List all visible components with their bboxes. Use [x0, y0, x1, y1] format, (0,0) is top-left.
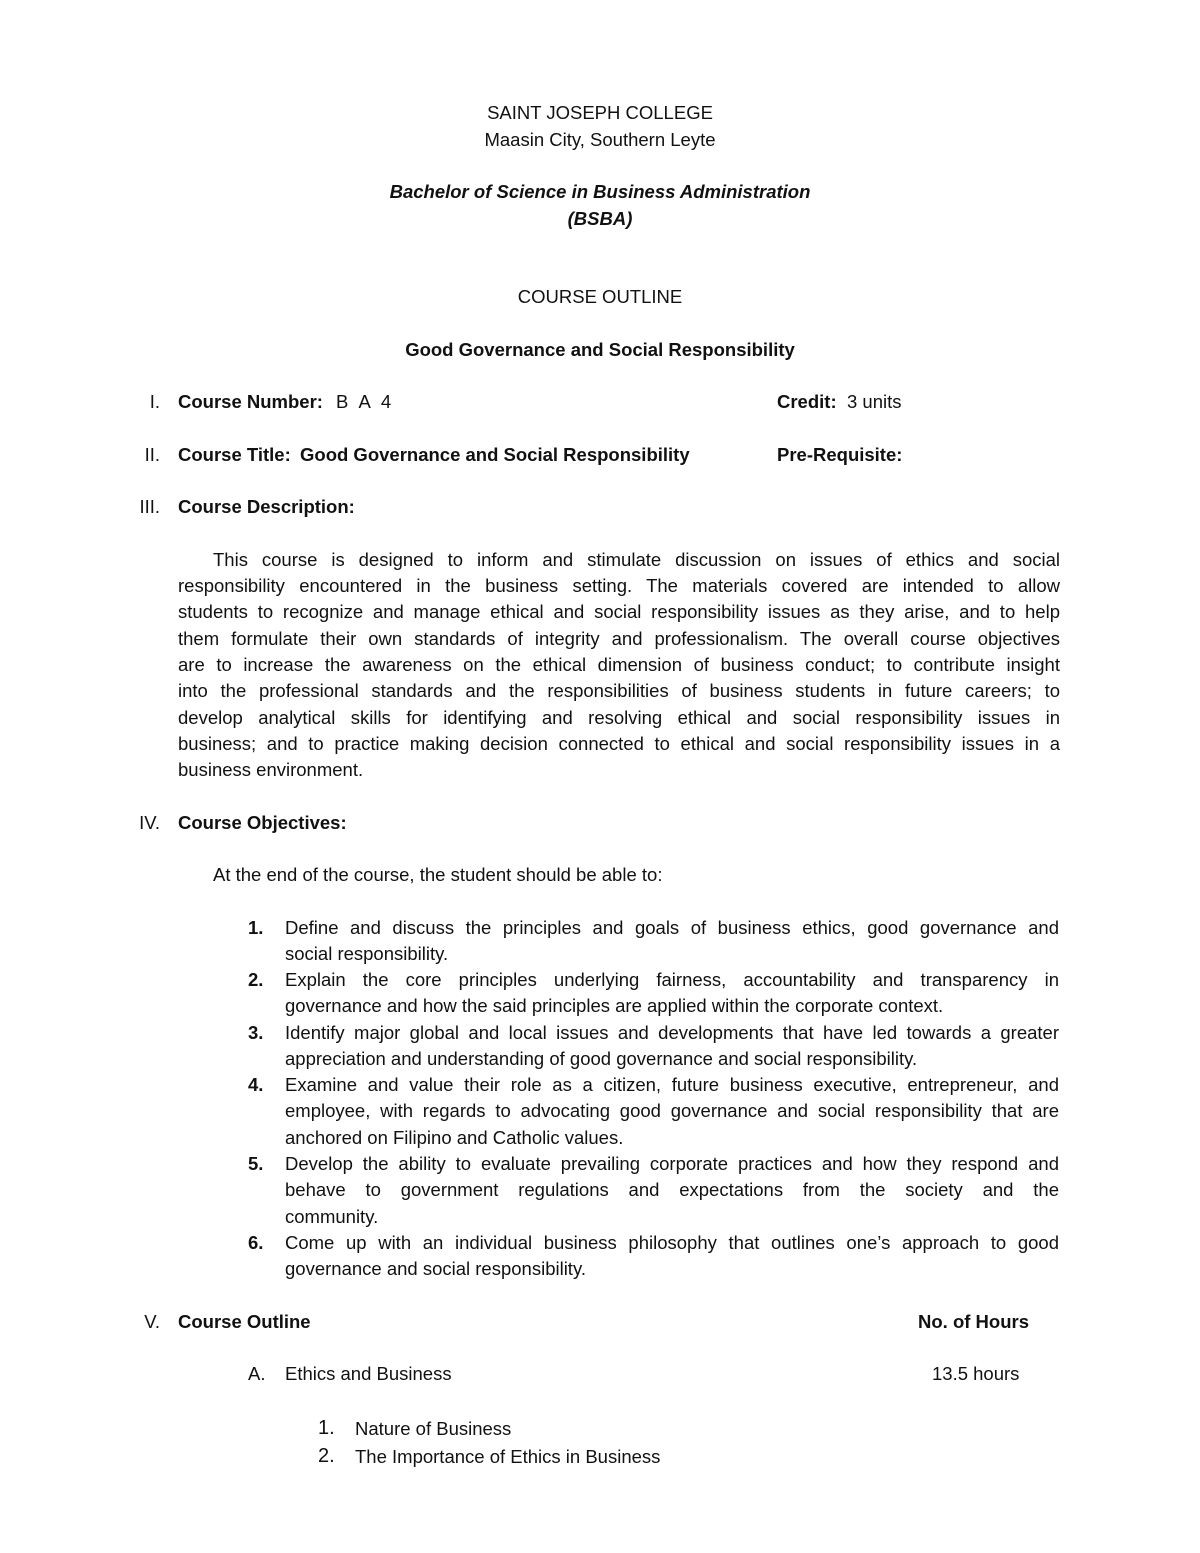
course-number-value: B A 4 — [336, 391, 392, 412]
course-objectives-label: Course Objectives: — [178, 812, 347, 833]
description-line: are to increase the awareness on the ethical dimension of business conduct; to contribute insight — [178, 654, 1060, 675]
objective-line: behave to government regulations and expectations from the society and the — [285, 1179, 1059, 1200]
objective-line: Identify major global and local issues and developments that have led towards a greater — [285, 1022, 1059, 1043]
section-numeral: IV. — [139, 812, 160, 833]
objective-line: Develop the ability to evaluate prevailing corporate practices and how they respond and — [285, 1153, 1059, 1174]
objective-line: social responsibility. — [285, 943, 449, 964]
subtopic-title: The Importance of Ethics in Business — [355, 1446, 661, 1467]
objectives-intro: At the end of the course, the student should be able to: — [213, 864, 663, 885]
objective-line: Come up with an individual business philosophy that outlines one’s approach to good — [285, 1232, 1059, 1253]
description-line: business; and to practice making decision connected to ethical and social responsibility issues in a — [178, 733, 1060, 754]
list-number: 3. — [248, 1022, 264, 1043]
description-line: into the professional standards and the responsibilities of business students in future careers; to — [178, 680, 1060, 701]
list-number: 5. — [248, 1153, 264, 1174]
objective-line: community. — [285, 1206, 379, 1227]
topic-title: Ethics and Business — [285, 1363, 452, 1384]
objective-line: governance and how the said principles are applied within the corporate context. — [285, 995, 944, 1016]
section-numeral: II. — [144, 444, 160, 465]
description-line: business environment. — [178, 759, 364, 780]
college-location: Maasin City, Southern Leyte — [484, 129, 716, 150]
hours-column-label: No. of Hours — [918, 1311, 1029, 1332]
course-title-value: Good Governance and Social Responsibility — [300, 444, 690, 465]
objective-line: appreciation and understanding of good governance and social responsibility. — [285, 1048, 918, 1069]
prerequisite-label: Pre-Requisite: — [777, 444, 903, 465]
list-number: 2. — [248, 969, 264, 990]
credit-label: Credit: — [777, 391, 837, 412]
course-description-label: Course Description: — [178, 496, 355, 517]
credit-value: 3 units — [847, 391, 902, 412]
list-number: 4. — [248, 1074, 264, 1095]
course-outline-label: Course Outline — [178, 1311, 311, 1332]
program-abbreviation: (BSBA) — [567, 208, 633, 229]
course-number-label: Course Number: — [178, 391, 323, 412]
section-numeral: I. — [149, 391, 160, 412]
description-line: them formulate their own standards of integrity and professionalism. The overall course objectives — [178, 628, 1060, 649]
objective-line: Define and discuss the principles and goals of business ethics, good governance and — [285, 917, 1059, 938]
list-number: 6. — [248, 1232, 264, 1253]
objective-line: employee, with regards to advocating good governance and social responsibility that are — [285, 1100, 1059, 1121]
document-title: COURSE OUTLINE — [517, 286, 683, 307]
college-name: SAINT JOSEPH COLLEGE — [487, 102, 713, 123]
objective-line: anchored on Filipino and Catholic values. — [285, 1127, 624, 1148]
objective-line: Examine and value their role as a citizen, future business executive, entrepreneur, and — [285, 1074, 1059, 1095]
list-number: 1. — [318, 1417, 335, 1439]
description-line: responsibility encountered in the business setting. The materials covered are intended to allow — [178, 575, 1060, 596]
section-numeral: V. — [144, 1311, 160, 1332]
topic-hours: 13.5 hours — [932, 1363, 1020, 1384]
course-title-label: Course Title: — [178, 444, 291, 465]
subtopic-title: Nature of Business — [355, 1418, 512, 1439]
objective-line: governance and social responsibility. — [285, 1258, 586, 1279]
topic-letter: A. — [248, 1363, 266, 1384]
objective-line: Explain the core principles underlying fairness, accountability and transparency in — [285, 969, 1059, 990]
description-line: develop analytical skills for identifying and resolving ethical and social responsibility issues in — [178, 707, 1060, 728]
description-line: This course is designed to inform and stimulate discussion on issues of ethics and social — [213, 549, 1060, 570]
list-number: 2. — [318, 1445, 335, 1467]
description-line: students to recognize and manage ethical and social responsibility issues as they arise, and to help — [178, 601, 1060, 622]
course-name-heading: Good Governance and Social Responsibility — [405, 339, 795, 360]
list-number: 1. — [248, 917, 264, 938]
section-numeral: III. — [139, 496, 160, 517]
program-name: Bachelor of Science in Business Administration — [389, 181, 811, 202]
